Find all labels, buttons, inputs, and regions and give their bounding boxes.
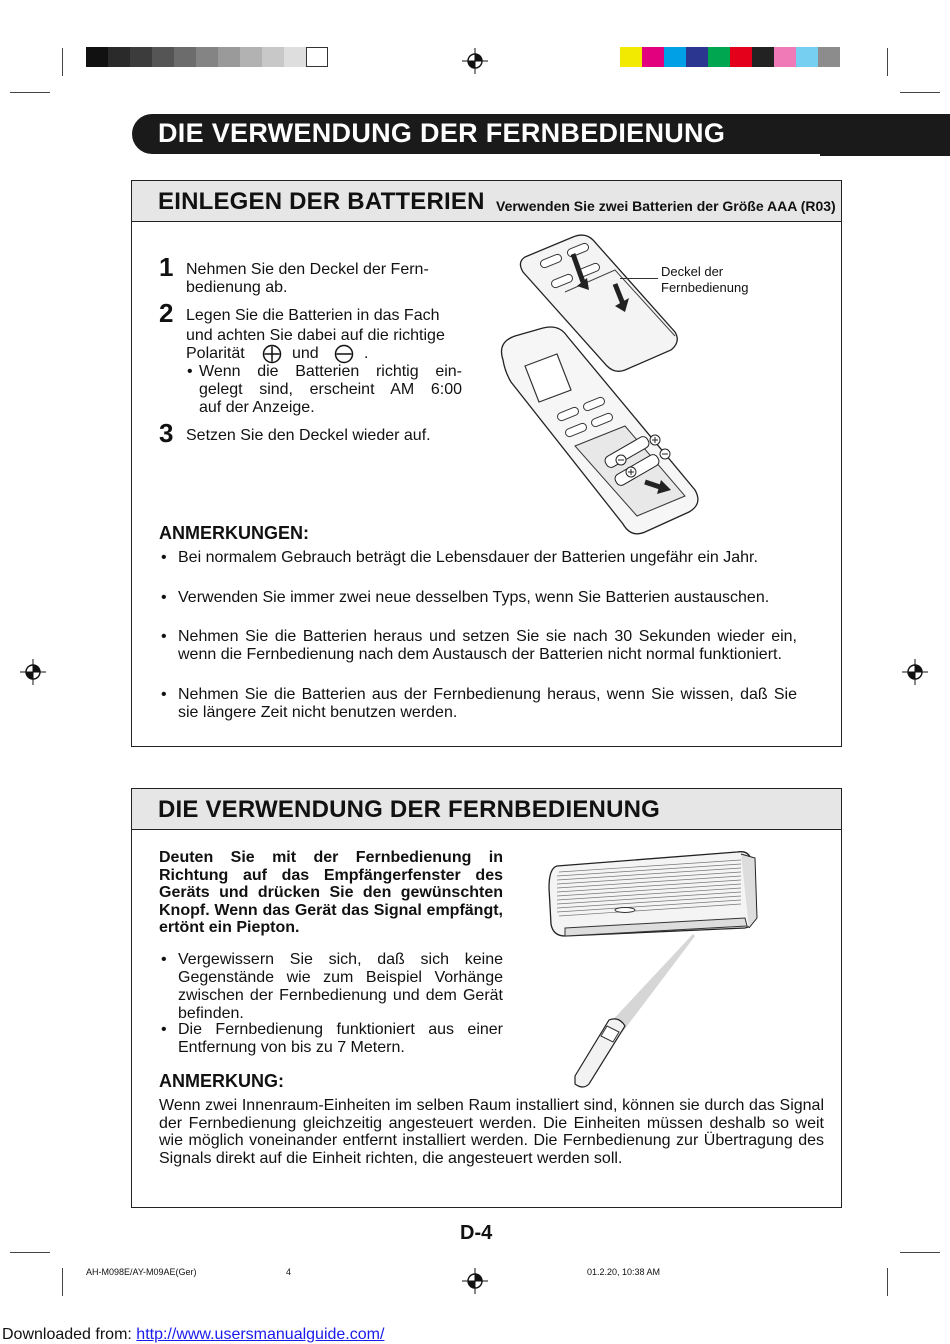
gray-swatch bbox=[196, 47, 218, 67]
usage-note-text: Wenn zwei Innenraum-Einheiten im selben Raum installiert sind, können sie durch das Signal der Fernbedienung gleichzeitig angesteuert werden. Die Einheiten müssen deshalb so weit wie möglich voneinander entfernt installiert werden. Die Fernbedienung zur Übertragung des Signals direkt auf die Einheit richten, die angesteuert werden soll. bbox=[159, 1097, 824, 1167]
gray-swatch bbox=[306, 47, 328, 67]
page-number: D-4 bbox=[460, 1222, 493, 1244]
ac-unit-illustration bbox=[545, 848, 760, 1088]
crop-mark bbox=[10, 92, 50, 93]
usage-note-heading: ANMERKUNG: bbox=[159, 1071, 284, 1091]
step-bullet-text: auf der Anzeige. bbox=[199, 399, 315, 416]
download-prefix: Downloaded from: bbox=[2, 1326, 137, 1343]
step-text: und bbox=[292, 345, 319, 362]
gray-swatch bbox=[218, 47, 240, 67]
crop-mark bbox=[62, 1268, 63, 1296]
page-title: DIE VERWENDUNG DER FERNBEDIENUNG bbox=[158, 118, 726, 148]
registration-target-icon bbox=[462, 1268, 488, 1294]
step-text: bedienung ab. bbox=[186, 279, 288, 296]
note-text: Nehmen Sie die Batterien heraus und setzen Sie sie nach 30 Sekunden wieder ein, wenn die Fernbedienung nach dem Austausch der Batterien nicht normal funktioniert. bbox=[178, 628, 797, 663]
registration-target-icon bbox=[462, 48, 488, 74]
gray-swatch bbox=[152, 47, 174, 67]
footer-model: AH-M098E/AY-M09AE(Ger) bbox=[86, 1267, 197, 1277]
plus-polarity-icon bbox=[262, 344, 282, 364]
gray-swatch bbox=[240, 47, 262, 67]
cover-callout-label: Deckel der bbox=[661, 264, 724, 279]
step-bullet-text: gelegt sind, erscheint AM 6:00 bbox=[199, 381, 462, 398]
note-text: Nehmen Sie die Batterien aus der Fernbedienung heraus, wenn Sie wissen, daß Sie sie längere Zeit nicht benutzen werden. bbox=[178, 686, 797, 721]
step-text: Setzen Sie den Deckel wieder auf. bbox=[186, 427, 431, 444]
crop-mark bbox=[900, 1252, 940, 1253]
gray-swatch bbox=[86, 47, 108, 67]
callout-line bbox=[620, 278, 658, 279]
registration-target-icon bbox=[902, 659, 928, 685]
color-swatch bbox=[620, 47, 642, 67]
step-number: 3 bbox=[159, 418, 174, 448]
color-swatch bbox=[796, 47, 818, 67]
download-link[interactable]: http://www.usersmanualguide.com/ bbox=[136, 1326, 385, 1343]
registration-target-icon bbox=[20, 659, 46, 685]
crop-mark bbox=[62, 48, 63, 76]
footer-page: 4 bbox=[286, 1267, 292, 1277]
battery-section-header bbox=[132, 181, 841, 222]
color-swatch bbox=[664, 47, 686, 67]
color-swatch bbox=[642, 47, 664, 67]
download-source bbox=[2, 1326, 384, 1344]
crop-mark bbox=[887, 1268, 888, 1296]
usage-bullet-text: Die Fernbedienung funktioniert aus einer Entfernung von bis zu 7 Metern. bbox=[178, 1021, 503, 1056]
crop-mark bbox=[887, 48, 888, 76]
battery-size-note: Verwenden Sie zwei Batterien der Größe AAA (R03) bbox=[496, 198, 836, 214]
step-text: und achten Sie dabei auf die richtige bbox=[186, 327, 445, 344]
bullet-dot: • bbox=[187, 363, 193, 380]
cover-callout-label: Fernbedienung bbox=[661, 280, 749, 295]
gray-swatch bbox=[108, 47, 130, 67]
note-text: Verwenden Sie immer zwei neue desselben Typs, wenn Sie Batterien austauschen. bbox=[178, 589, 770, 606]
step-bullet-text: Wenn die Batterien richtig ein- bbox=[199, 363, 462, 380]
step-number: 2 bbox=[159, 298, 174, 328]
usage-intro: Deuten Sie mit der Fernbedienung in Richtung auf das Empfängerfenster des Geräts und drücken Sie den gewünschten Knopf. Wenn das Gerät das Signal empfängt, ertönt ein Piepton. bbox=[159, 849, 503, 936]
gray-swatch bbox=[284, 47, 306, 67]
crop-mark bbox=[900, 92, 940, 93]
minus-polarity-icon bbox=[334, 344, 354, 364]
step-number: 1 bbox=[159, 252, 174, 282]
indoor-unit bbox=[549, 852, 757, 936]
footer-timestamp: 01.2.20, 10:38 AM bbox=[587, 1267, 661, 1277]
remote-usage-title: DIE VERWENDUNG DER FERNBEDIENUNG bbox=[158, 796, 660, 823]
battery-section-title: EINLEGEN DER BATTERIEN bbox=[158, 188, 485, 215]
remote-usage-header bbox=[132, 789, 841, 830]
page-header bbox=[132, 114, 950, 154]
color-swatch bbox=[818, 47, 840, 67]
notes-heading: ANMERKUNGEN: bbox=[159, 523, 309, 543]
step-text: . bbox=[364, 345, 369, 362]
color-swatch bbox=[730, 47, 752, 67]
gray-swatch bbox=[262, 47, 284, 67]
gray-swatch bbox=[174, 47, 196, 67]
color-swatch bbox=[708, 47, 730, 67]
color-swatch bbox=[752, 47, 774, 67]
step-text: Nehmen Sie den Deckel der Fern- bbox=[186, 261, 429, 278]
usage-bullet-text: Vergewissern Sie sich, daß sich keine Gegenstände wie zum Beispiel Vorhänge zwischen der Fernbedienung und dem Gerät befinden. bbox=[178, 951, 503, 1022]
handheld-remote bbox=[575, 1019, 625, 1087]
step-text: Polarität bbox=[186, 345, 245, 362]
color-swatch bbox=[686, 47, 708, 67]
crop-mark bbox=[10, 1252, 50, 1253]
gray-swatch bbox=[130, 47, 152, 67]
header-divider bbox=[820, 154, 950, 156]
color-swatch bbox=[774, 47, 796, 67]
signal-beam bbox=[607, 934, 695, 1034]
note-text: Bei normalem Gebrauch beträgt die Lebensdauer der Batterien ungefähr ein Jahr. bbox=[178, 549, 758, 566]
step-text: Legen Sie die Batterien in das Fach bbox=[186, 307, 440, 324]
